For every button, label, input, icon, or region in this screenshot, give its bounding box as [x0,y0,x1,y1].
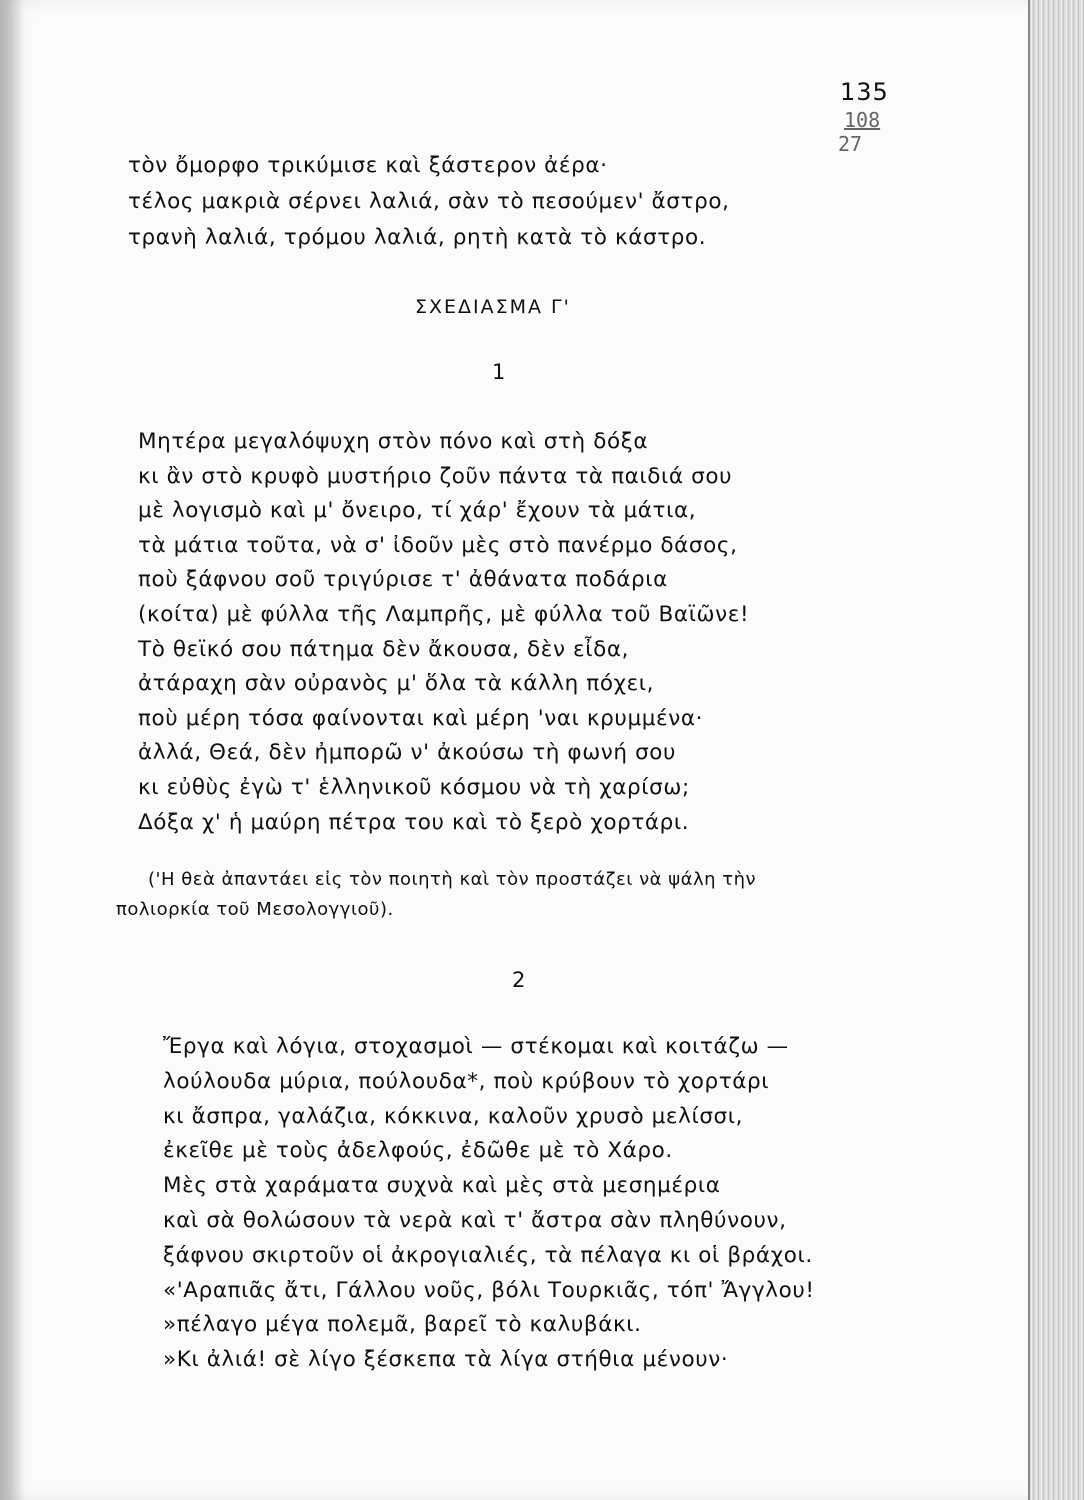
verse-line: ἀτάραχη σὰν οὐρανὸς μ' ὅλα τὰ κάλλη πόχει, [138,671,655,697]
verse-line: ἐκεῖθε μὲ τοὺς ἀδελφούς, ἐδῶθε μὲ τὸ Χάρο. [163,1138,673,1164]
verse-line: τὰ μάτια τοῦτα, νὰ σ' ἰδοῦν μὲς στὸ πανέρμο δάσος, [138,532,738,558]
verse-line: τέλος μακριὰ σέρνει λαλιά, σὰν τὸ πεσούμεν' ἄστρο, [128,189,730,214]
verse-line: «'Αραπιᾶς ἄτι, Γάλλου νοῦς, βόλι Τουρκιᾶς, τόπ' Ἄγγλου! [163,1277,815,1303]
verse-line: Μητέρα μεγαλόψυχη στὸν πόνο καὶ στὴ δόξα [138,429,649,454]
verse-line: λούλουδα μύρια, πούλουδα*, ποὺ κρύβουν τὸ χορτάρι [163,1068,770,1094]
section-heading: ΣΧΕΔΙΑΣΜΑ Γ' [415,296,571,318]
verse-line: (κοίτα) μὲ φύλλα τῆς Λαμπρῆς, μὲ φύλλα τοῦ Βαϊῶνε! [138,601,750,627]
stanza-1 [138,425,749,840]
verse-line: κι εὐθὺς ἐγὼ τ' ἑλληνικοῦ κόσμου νὰ τὴ χαρίσω; [138,774,690,800]
verse-line: κι ἂν στὸ κρυφὸ μυστήριο ζοῦν πάντα τὰ παιδιά σου [138,463,733,489]
stanza-number-1: 1 [492,360,506,384]
verse-line: τρανὴ λαλιά, τρόμου λαλιά, ρητὴ κατὰ τὸ κάστρο. [128,225,707,250]
verse-line: »πέλαγο μέγα πολεμᾶ, βαρεῖ τὸ καλυβάκι. [163,1312,642,1338]
verse-line: μὲ λογισμὸ καὶ μ' ὄνειρο, τί χάρ' ἔχουν τὰ μάτια, [138,498,697,524]
verse-line: καὶ σὰ θολώσουν τὰ νερὰ καὶ τ' ἄστρα σὰν πληθύνουν, [163,1207,787,1233]
stage-note-line: ('Η θεὰ ἀπαντάει εἰς τὸν ποιητὴ καὶ τὸν προστάζει νὰ ψάλη τὴν [148,869,757,890]
page-stack-edge [1028,0,1084,1500]
stanza-number-2: 2 [512,968,526,992]
opening-verse-block [128,148,730,256]
verse-line: Ἔργα καὶ λόγια, στοχασμοὶ — στέκομαι καὶ κοιτάζω — [163,1034,789,1059]
pencil-note-line-2: 27 [838,132,863,156]
verse-line: »Κι ἀλιά! σὲ λίγο ξέσκεπα τὰ λίγα στήθια μένουν· [163,1347,729,1373]
verse-line: ξάφνου σκιρτοῦν οἱ ἀκρογιαλιές, τὰ πέλαγα κι οἱ βράχοι. [163,1242,813,1268]
pencil-margin-note [818,108,880,156]
verse-line: Μὲς στὰ χαράματα συχνὰ καὶ μὲς στὰ μεσημέρια [163,1173,721,1199]
verse-line: Τὸ θεϊκό σου πάτημα δὲν ἄκουσα, δὲν εἶδα, [138,636,630,662]
binding-shadow [0,0,24,1500]
verse-line: ἀλλά, Θεά, δὲν ἠμπορῶ ν' ἀκούσω τὴ φωνή σου [138,740,677,766]
verse-line: ποὺ μέρη τόσα φαίνονται καὶ μέρη 'ναι κρυμμένα· [138,705,704,731]
stanza-2 [163,1030,815,1378]
verse-line: ποὺ ξάφνου σοῦ τριγύρισε τ' ἀθάνατα ποδάρια [138,567,668,593]
stage-note-line: πολιορκία τοῦ Μεσολογγιοῦ). [116,899,394,920]
page-number: 135 [840,78,889,106]
verse-line: κι ἄσπρα, γαλάζια, κόκκινα, καλοῦν χρυσὸ μελίσσι, [163,1103,744,1129]
stage-note [116,865,916,925]
pencil-note-line-1: 108 [844,108,881,132]
verse-line: τὸν ὄμορφο τρικύμισε καὶ ξάστερον ἀέρα· [128,153,608,178]
verse-line: Δόξα χ' ἡ μαύρη πέτρα του καὶ τὸ ξερὸ χορτάρι. [138,809,690,835]
